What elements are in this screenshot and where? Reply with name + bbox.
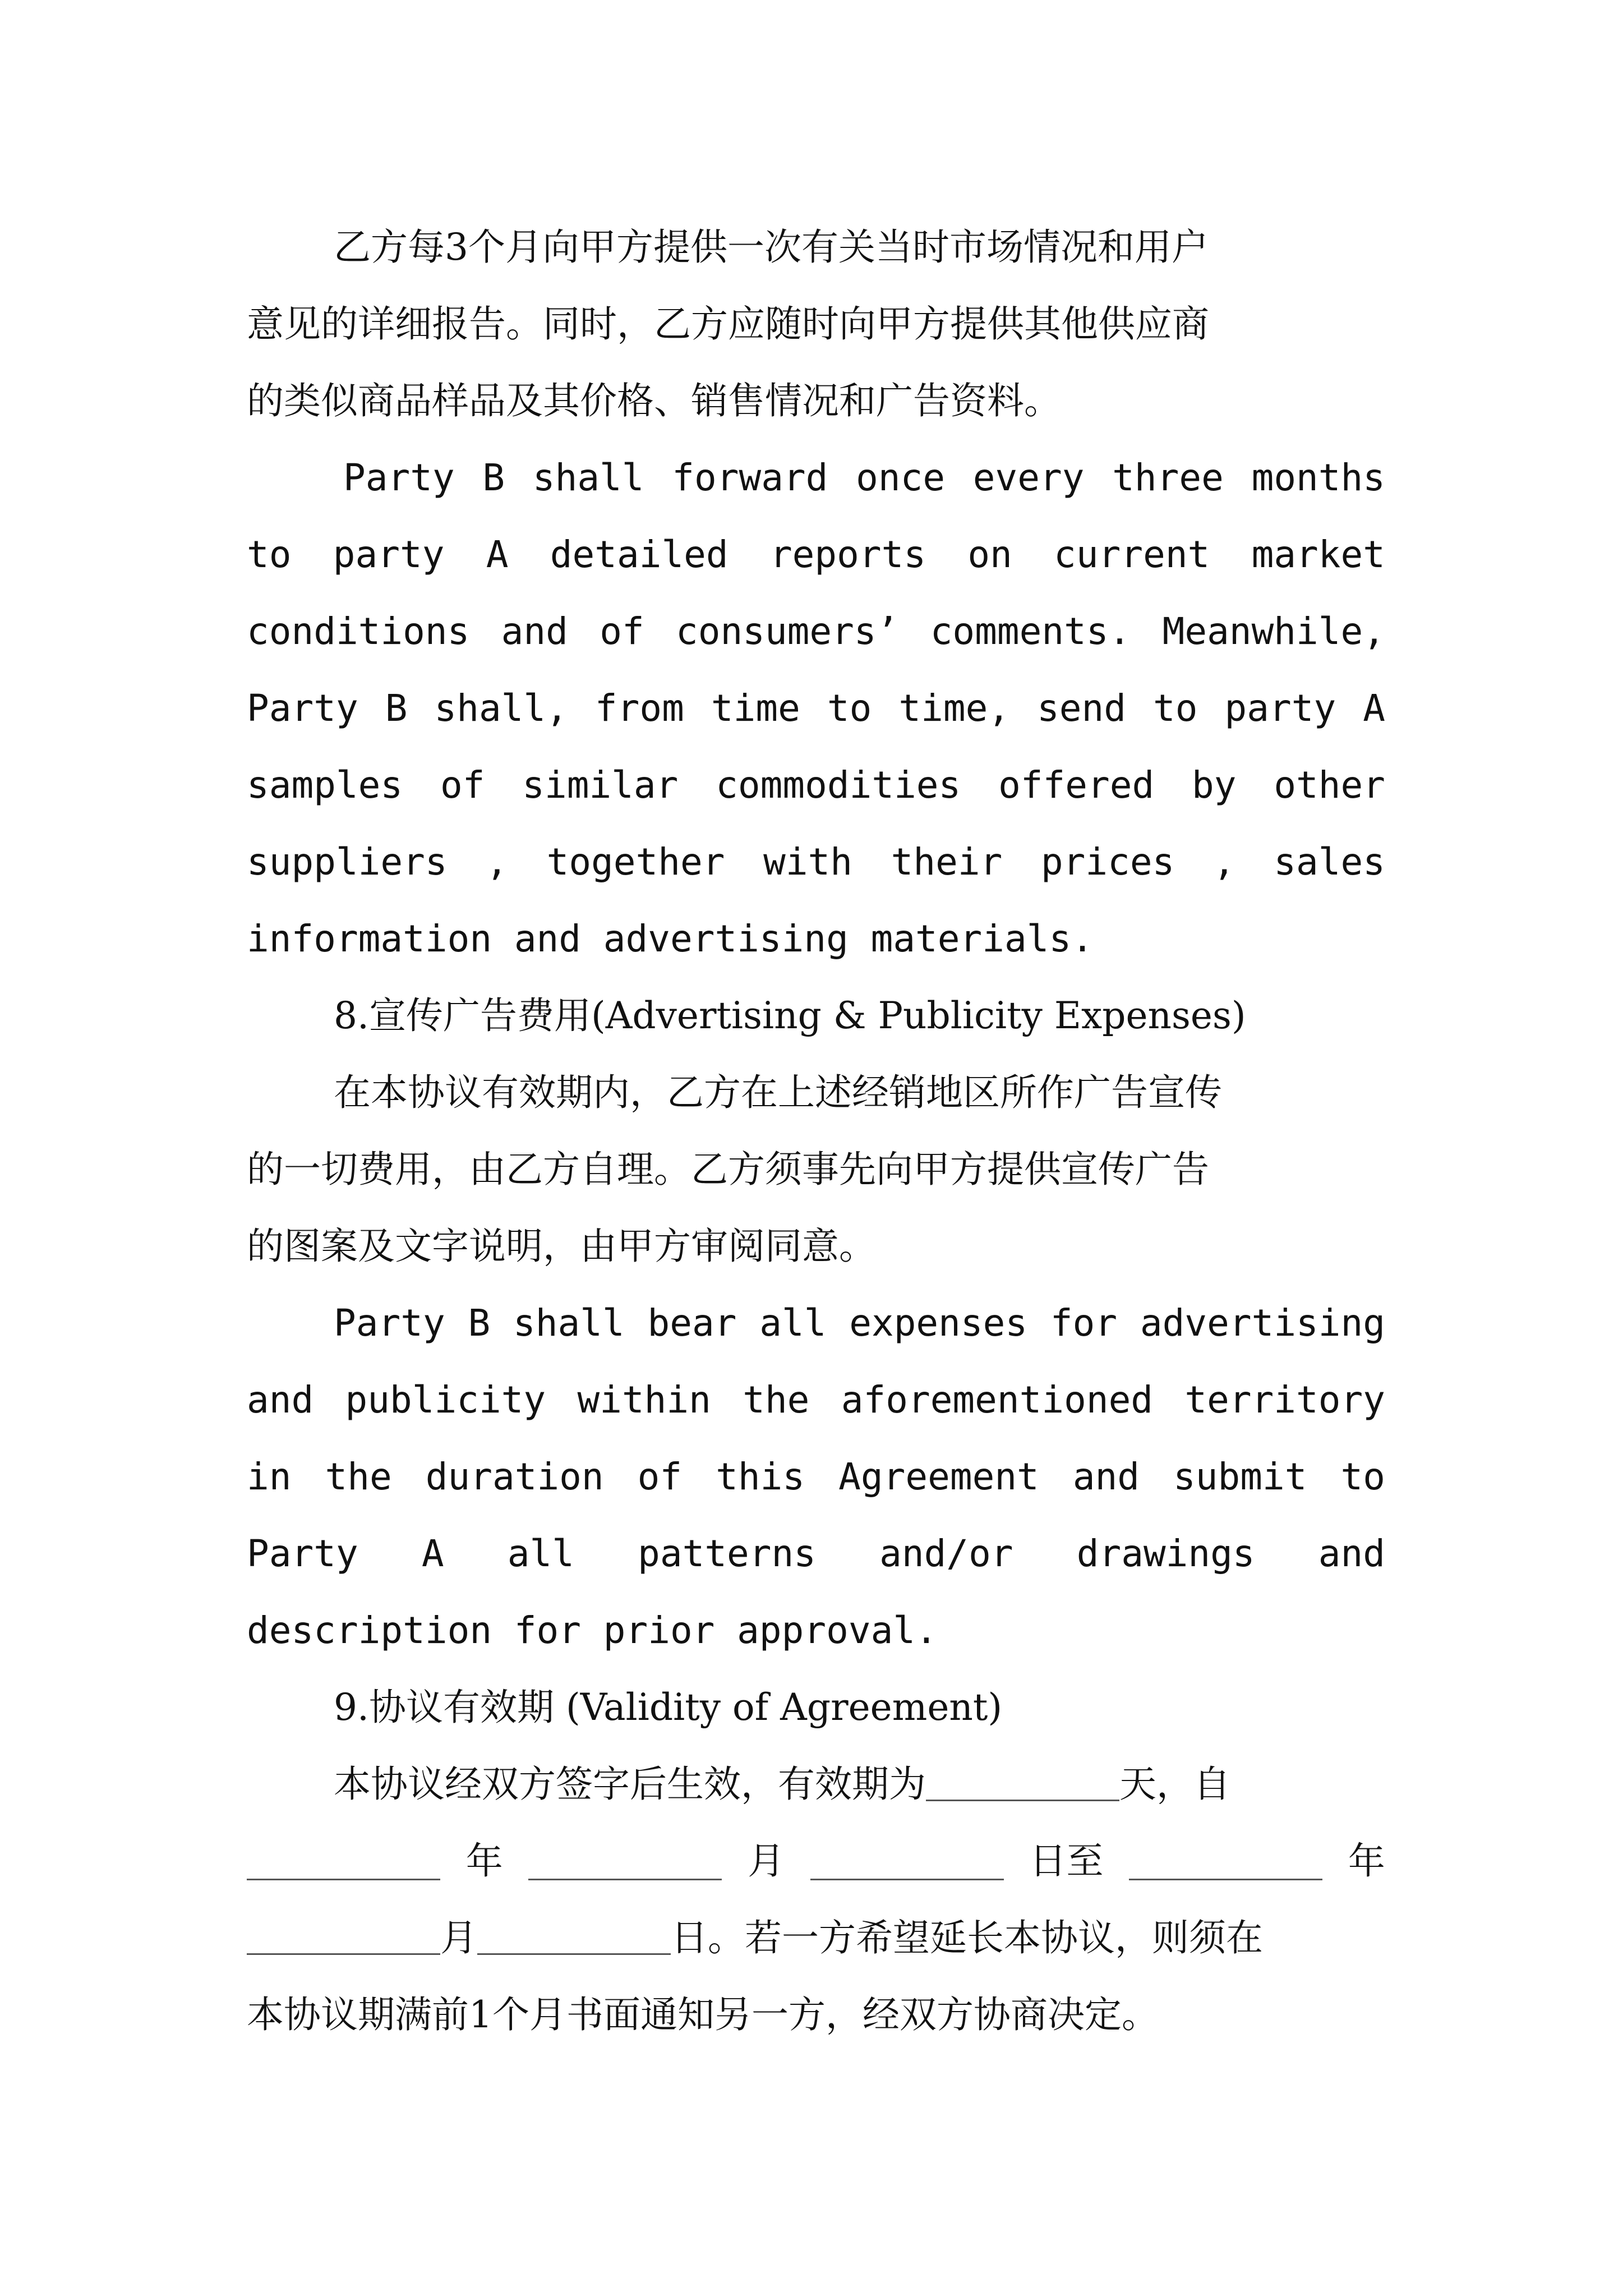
clause9-line-4: 本协议期满前1个月书面通知另一方，经双方协商决定。 xyxy=(247,1993,1159,2036)
clause7-zh-line-1: 乙方每3个月向甲方提供一次有关当时市场情况和用户 xyxy=(334,226,1209,269)
end-month-label: 月 xyxy=(440,1916,477,1959)
end-year-blank[interactable] xyxy=(1129,1842,1322,1880)
clause7-en-line-6: suppliers , together with their prices , sales xyxy=(247,840,1385,884)
clause8-en-line-4: Party A all patterns and/or drawings and xyxy=(247,1532,1385,1575)
clause7-en-line-1: Party B shall forward once every three months xyxy=(343,456,1385,499)
clause8-zh-line-2: 的一切费用，由乙方自理。乙方须事先向甲方提供宣传广告 xyxy=(247,1148,1209,1191)
start-year-label: 年 xyxy=(465,1839,503,1883)
end-month-blank[interactable] xyxy=(247,1916,440,1955)
clause8-en-line-3: in the duration of this Agreement and submit to xyxy=(247,1455,1385,1498)
start-month-label: 月 xyxy=(748,1839,785,1883)
clause9-heading: 9.协议有效期 (Validity of Agreement) xyxy=(334,1686,1003,1729)
validity-days-blank[interactable] xyxy=(926,1763,1119,1801)
clause8-heading: 8.宣传广告费用(Advertising & Publicity Expenses) xyxy=(334,994,1246,1037)
start-year-blank[interactable] xyxy=(247,1842,440,1880)
end-day-blank[interactable] xyxy=(477,1916,671,1955)
clause9-line-1 xyxy=(247,1746,1385,1823)
clause7-en-line-5: samples of similar commodities offered by other xyxy=(247,763,1385,807)
clause9-line-2 xyxy=(247,1823,1385,1899)
clause9-line3-text: 日。若一方希望延长本协议，则须在 xyxy=(671,1916,1263,1959)
clause9-line1-suffix: 天，自 xyxy=(1119,1763,1230,1806)
clause8-en-line-2: and publicity within the aforementioned territory xyxy=(247,1378,1385,1421)
clause8-zh-line-1: 在本协议有效期内，乙方在上述经销地区所作广告宣传 xyxy=(334,1071,1222,1114)
clause9-line-3 xyxy=(247,1899,1385,1976)
document-page xyxy=(247,209,1385,2053)
clause7-en-line-4: Party B shall, from time to time, send to party A xyxy=(247,687,1385,730)
clause7-en-line-2: to party A detailed reports on current market xyxy=(247,533,1385,576)
start-month-blank[interactable] xyxy=(528,1842,722,1880)
clause8-zh-line-3: 的图案及文字说明，由甲方审阅同意。 xyxy=(247,1225,876,1268)
end-year-label: 年 xyxy=(1348,1839,1385,1883)
clause8-en-line-1: Party B shall bear all expenses for advertising xyxy=(334,1301,1385,1345)
clause7-zh-line-3: 的类似商品样品及其价格、销售情况和广告资料。 xyxy=(247,379,1061,422)
clause7-en-line-3: conditions and of consumers’ comments. Meanwhile, xyxy=(247,610,1385,653)
start-day-label: 日至 xyxy=(1029,1839,1104,1883)
clause7-en-line-7: information and advertising materials. xyxy=(247,917,1094,960)
clause8-en-line-5: description for prior approval. xyxy=(247,1609,938,1652)
clause9-line1-text: 本协议经双方签字后生效，有效期为 xyxy=(334,1763,926,1806)
start-day-blank[interactable] xyxy=(810,1842,1004,1880)
clause7-zh-line-2: 意见的详细报告。同时，乙方应随时向甲方提供其他供应商 xyxy=(247,302,1209,346)
